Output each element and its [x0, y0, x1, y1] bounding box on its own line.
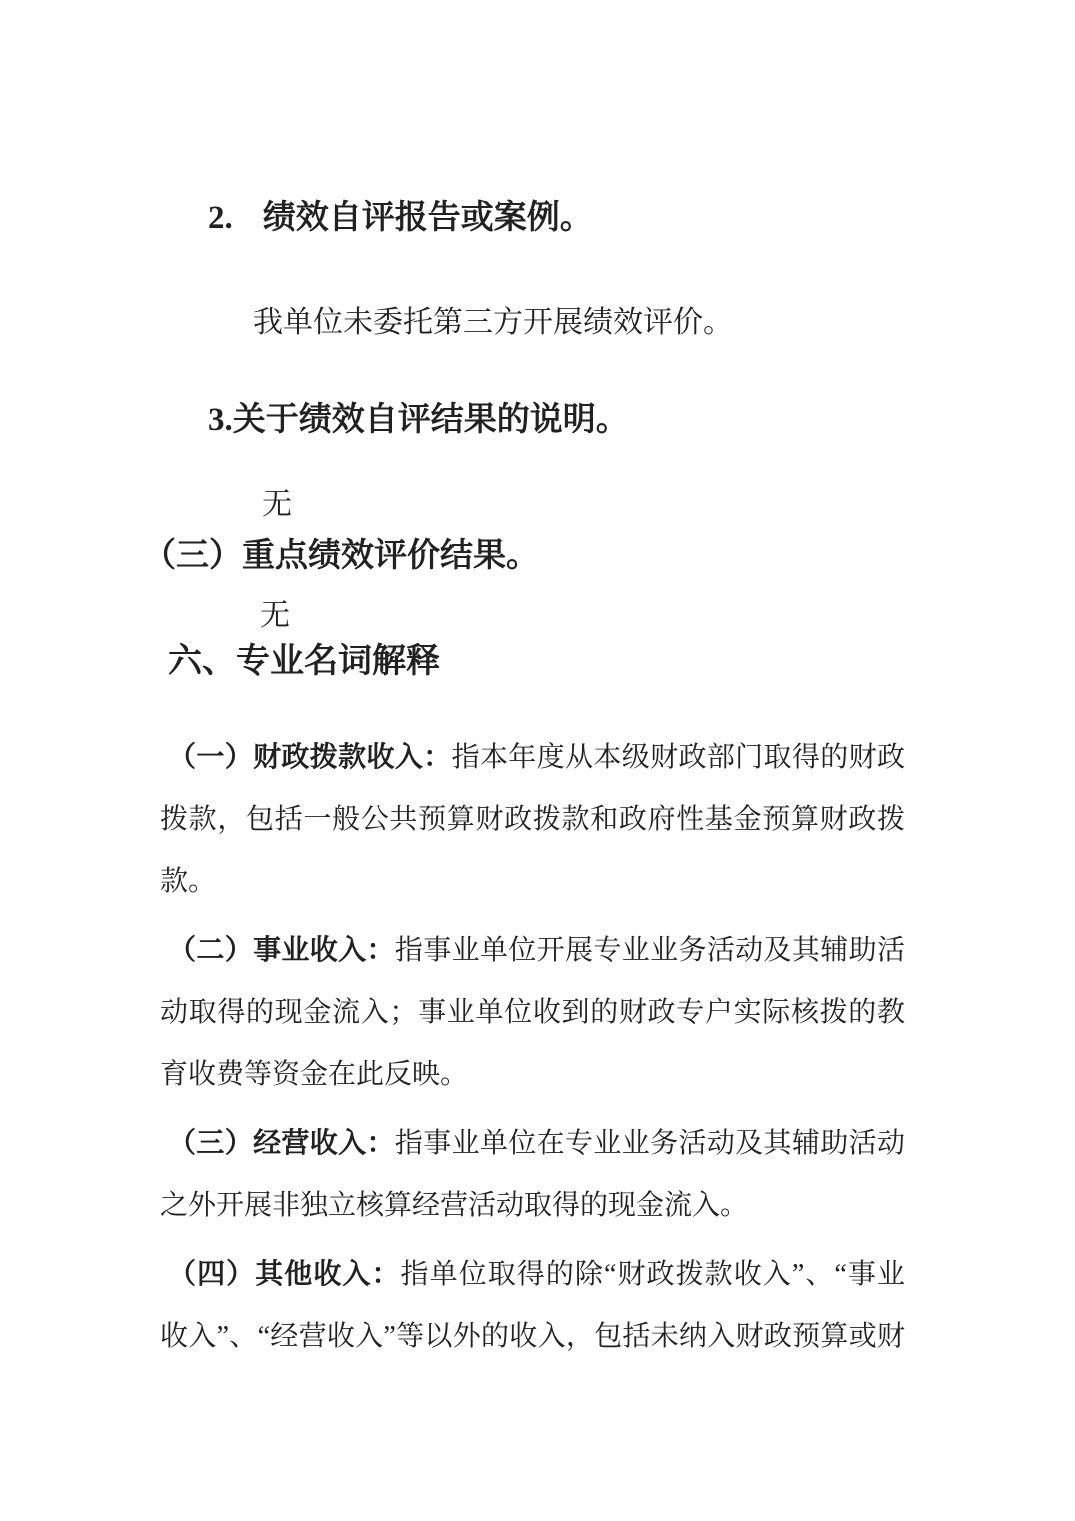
- glossary-item: [160, 919, 905, 1106]
- heading-self-eval-report: [208, 198, 905, 238]
- term-definition: 指本年度从本级财政部门取得的财政拨款，包括一般公共预算财政拨款和政府性基金预算财政拨款。: [160, 742, 905, 897]
- heading-key-eval-result: （三）重点绩效评价结果。: [143, 538, 539, 574]
- term-label: （一）财政拨款收入：: [168, 741, 452, 772]
- term-label: （二）事业收入：: [168, 934, 395, 965]
- heading-title: 绩效自评报告或案例。: [262, 200, 593, 236]
- glossary-list: [160, 726, 905, 1368]
- term-definition: 指事业单位开展专业业务活动及其辅助活动取得的现金流入；事业单位收到的财政专户实际核拨的教育收费等资金在此反映。: [160, 935, 905, 1090]
- para-none-2: 无: [260, 599, 290, 632]
- para-none-1: 无: [262, 488, 292, 521]
- term-label: （三）经营收入：: [168, 1127, 395, 1158]
- para-no-third-party: 我单位未委托第三方开展绩效评价。: [253, 306, 733, 339]
- term-definition: 指单位取得的除“财政拨款收入”、“事业收入”、“经营收入”等以外的收入，包括未纳入财政预算或财: [160, 1259, 905, 1352]
- glossary-item: [160, 1243, 905, 1368]
- term-label: （四）其他收入：: [168, 1258, 401, 1289]
- glossary-item: [160, 726, 905, 913]
- heading-glossary: 六、专业名词解释: [168, 642, 440, 680]
- heading-self-eval-note: 3.关于绩效自评结果的说明。: [208, 402, 629, 438]
- term-definition: 指事业单位在专业业务活动及其辅助活动之外开展非独立核算经营活动取得的现金流入。: [160, 1128, 905, 1221]
- glossary-item: [160, 1112, 905, 1237]
- heading-number: 2.: [208, 200, 233, 236]
